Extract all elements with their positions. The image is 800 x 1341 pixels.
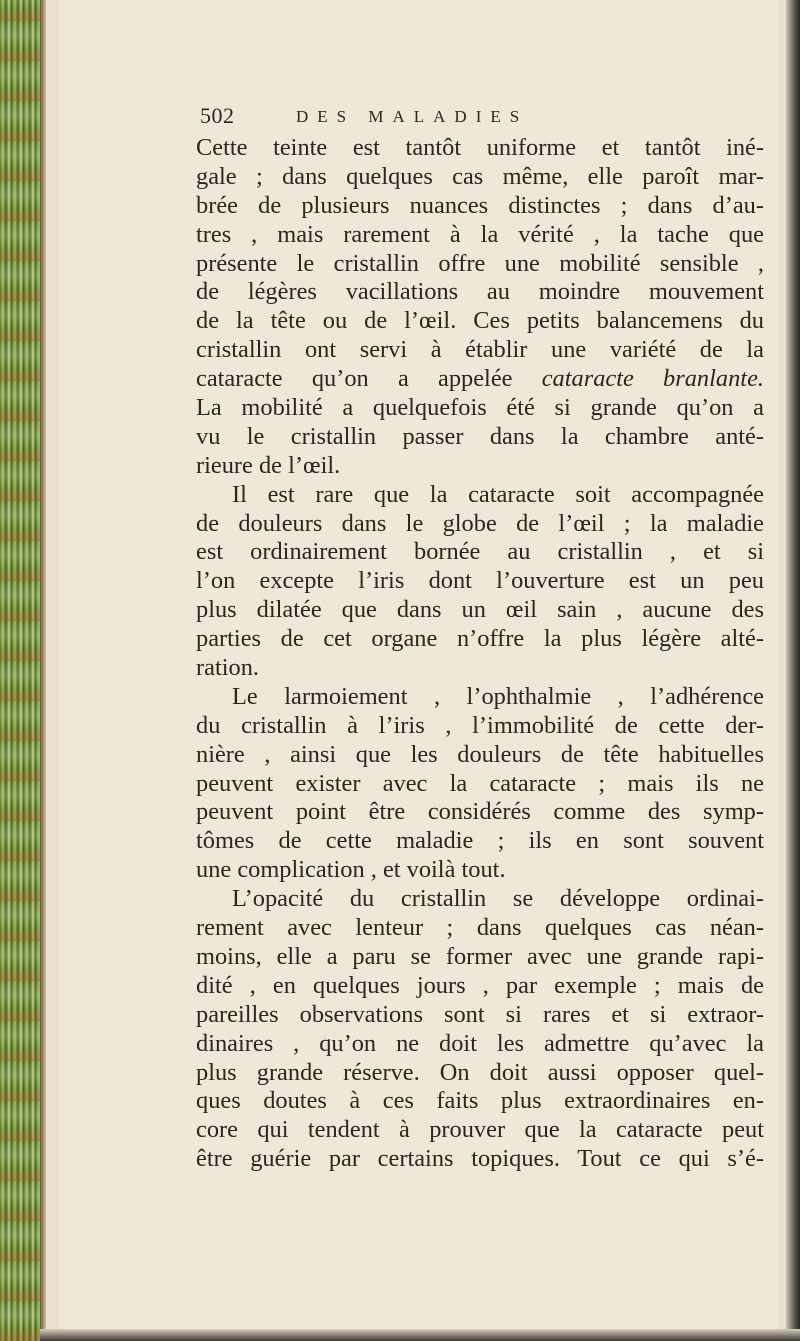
text-line: plus dilatée que dans un œil sain , aucune des [196,596,764,624]
text-line: L’opacité du cristallin se développe ordinai- [232,885,764,913]
text-line: moins, elle a paru se former avec une grande rapi- [196,942,764,970]
text-line: rement avec lenteur ; dans quelques cas néan- [196,914,764,942]
page-gutter-shadow [40,0,46,1341]
text-line: core qui tendent à prouver que la cataracte peut [196,1116,764,1144]
text-line: La mobilité a quelquefois été si grande qu’on a [196,394,764,422]
text-line: tômes de cette maladie ; ils en sont souvent [196,827,764,855]
text-line: présente le cristallin offre une mobilité sensible , [196,249,764,277]
text-line: est ordinairement bornée au cristallin , et si [196,538,764,566]
text-line: rieure de l’œil. [196,451,341,479]
page-header [200,103,620,128]
page-bottom-edge [40,1329,800,1341]
text-line: pareilles observations sont si rares et si extraor- [196,1000,764,1028]
text-line: peuvent exister avec la cataracte ; mais ils ne [196,769,764,797]
text-line: dité , en quelques jours , par exemple ; mais de [196,971,764,999]
text-line: gale ; dans quelques cas même, elle paroît mar- [196,162,764,190]
text-line [196,365,764,394]
text-line: brée de plusieurs nuances distinctes ; dans d’au- [196,191,764,219]
text-line: Le larmoiement , l’ophthalmie , l’adhérence [232,682,764,710]
text-line: vu le cristallin passer dans la chambre anté- [196,422,764,450]
text-line: cristallin ont servi à établir une variété de la [196,336,764,364]
page-right-edge [786,0,800,1341]
page-number: 502 [200,103,235,128]
text-line-roman: cataracte qu’on a appelée [196,365,542,393]
body-text [196,134,764,1174]
text-line: ration. [196,654,259,682]
text-line: du cristallin à l’iris , l’immobilité de cette der- [196,711,764,739]
text-line: Cette teinte est tantôt uniforme et tantôt iné- [196,134,764,161]
text-line: dinaires , qu’on ne doit les admettre qu’avec la [196,1029,764,1057]
text-line: de légères vacillations au moindre mouvement [196,278,764,306]
text-line: l’on excepte l’iris dont l’ouverture est un peu [196,567,764,595]
running-title: DES MALADIES [296,107,529,126]
text-line: une complication , et voilà tout. [196,856,506,884]
text-line-italic: cataracte branlante. [541,365,764,393]
book-binding-marbled-edge [0,0,40,1341]
text-line: tres , mais rarement à la vérité , la tache que [196,220,764,248]
text-line: peuvent point être considérés comme des symp- [196,798,764,826]
text-line: ques doutes à ces faits plus extraordinaires en- [196,1087,764,1115]
text-line: nière , ainsi que les douleurs de tête habituelles [196,740,764,768]
text-line: de la tête ou de l’œil. Ces petits balancemens du [196,307,764,335]
text-line: plus grande réserve. On doit aussi opposer quel- [196,1058,764,1086]
text-line: être guérie par certains topiques. Tout ce qui s’é- [196,1145,764,1173]
text-line: Il est rare que la cataracte soit accompagnée [232,480,764,508]
text-line: de douleurs dans le globe de l’œil ; la maladie [196,509,764,537]
text-line: parties de cet organe n’offre la plus légère alté- [196,625,764,653]
